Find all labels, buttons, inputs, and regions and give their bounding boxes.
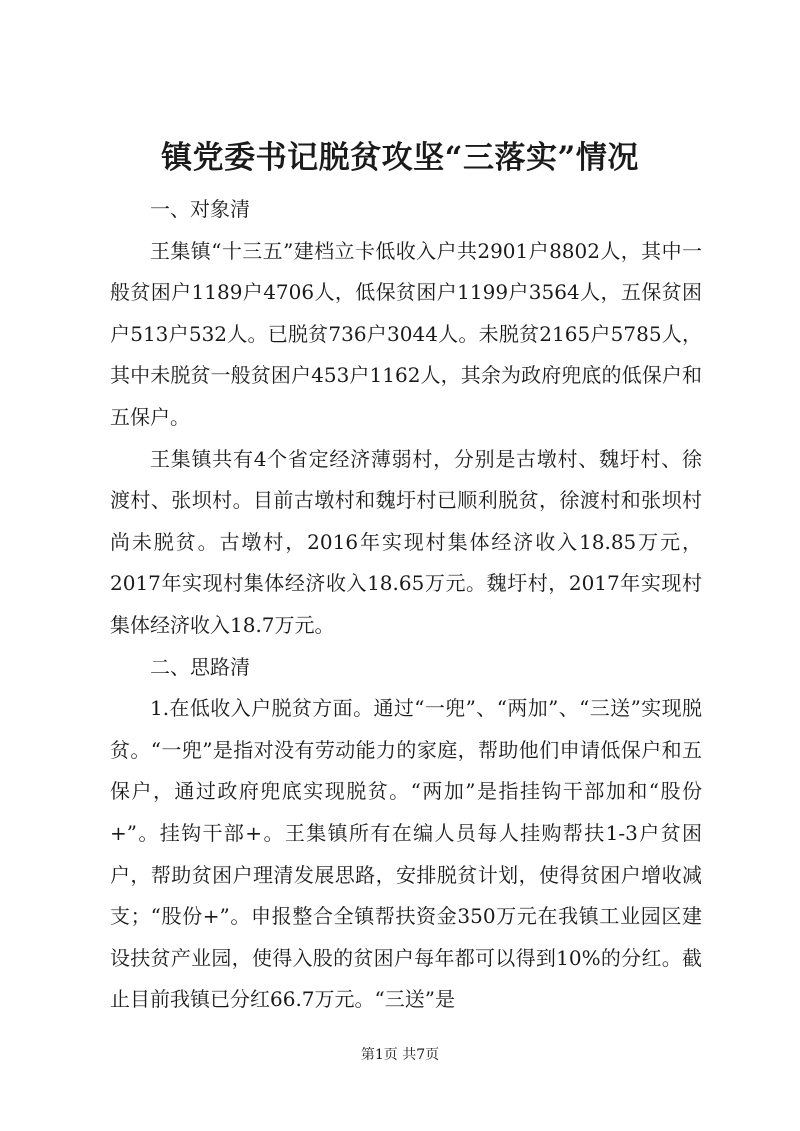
document-body [110, 189, 702, 1021]
body-paragraph: 王集镇共有4个省定经济薄弱村，分别是古墩村、魏圩村、徐渡村、张坝村。目前古墩村和魏圩村已顺利脱贫，徐渡村和张坝村尚未脱贫。古墩村，2016年实现村集体经济收入18.85万元，2017年实现村集体经济收入18.65万元。魏圩村，2017年实现村集体经济收入18.7万元。 [110, 446, 702, 637]
section-heading: 二、思路清 [150, 654, 250, 679]
body-paragraph: 1.在低收入户脱贫方面。通过“一兜”、“两加”、“三送”实现脱贫。“一兜”是指对没有劳动能力的家庭，帮助他们申请低保户和五保户，通过政府兜底实现脱贫。“两加”是指挂钩干部加和“股份+”。挂钩干部+。王集镇所有在编人员每人挂购帮扶1-3户贫困户，帮助贫困户理清发展思路，安排脱贫计划，使得贫困户增收减支；“股份+”。申报整合全镇帮扶资金350万元在我镇工业园区建设扶贫产业园，使得入股的贫困户每年都可以得到10%的分红。截止目前我镇已分红66.7万元。“三送”是 [110, 696, 702, 1012]
body-paragraph: 王集镇“十三五”建档立卡低收入户共2901户8802人，其中一般贫困户1189户4706人，低保贫困户1199户3564人，五保贫困户513户532人。已脱贫736户3044人。未脱贫2165户5785人，其中未脱贫一般贫困户453户1162人，其余为政府兜底的低保户和五保户。 [110, 238, 702, 429]
document-title: 镇党委书记脱贫攻坚“三落实”情况 [161, 140, 639, 176]
section-heading: 一、对象清 [150, 197, 250, 221]
page-footer: 第1页 共7页 [360, 1047, 440, 1063]
